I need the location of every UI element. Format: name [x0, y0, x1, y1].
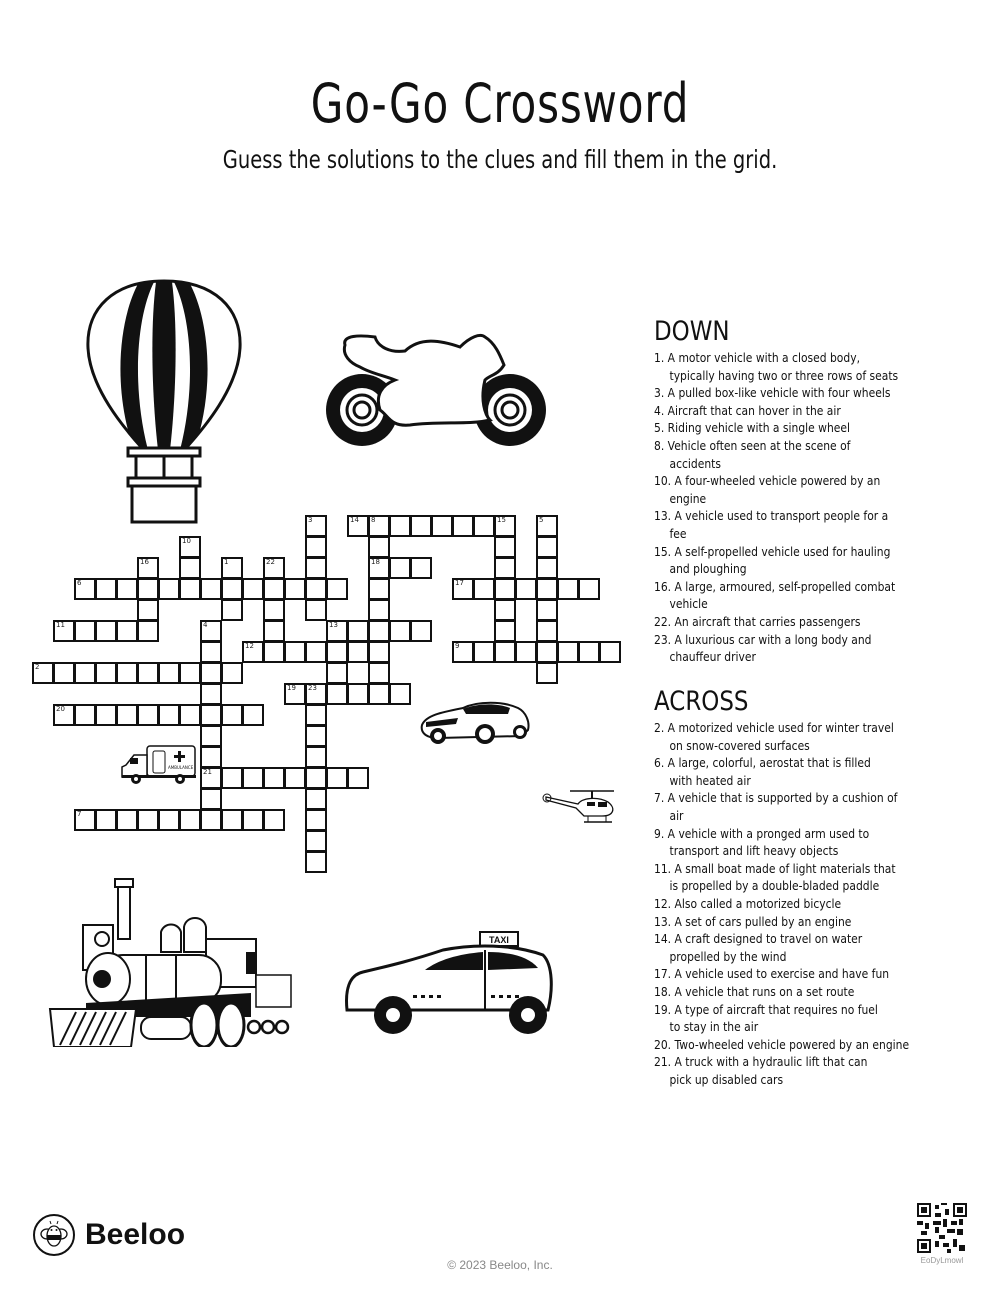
qr-code-icon[interactable]: [917, 1203, 967, 1253]
grid-cell[interactable]: [389, 683, 411, 705]
grid-cell[interactable]: [263, 557, 285, 579]
clue-number: 8: [371, 516, 376, 524]
grid-cell[interactable]: [200, 746, 222, 768]
grid-cell[interactable]: [305, 788, 327, 810]
grid-cell[interactable]: [305, 704, 327, 726]
grid-cell[interactable]: [326, 662, 348, 684]
grid-cell[interactable]: [32, 662, 54, 684]
grid-cell[interactable]: [200, 578, 222, 600]
grid-cell[interactable]: [326, 767, 348, 789]
grid-cell[interactable]: [263, 578, 285, 600]
brand-name: Beeloo: [85, 1218, 186, 1251]
grid-cell[interactable]: [305, 515, 327, 537]
grid-cell[interactable]: [536, 599, 558, 621]
grid-cell[interactable]: [179, 578, 201, 600]
clue-number: 23: [308, 684, 317, 692]
grid-cell[interactable]: [368, 557, 390, 579]
grid-cell[interactable]: [536, 620, 558, 642]
clue-number: 11: [56, 621, 65, 629]
clue-number: 19: [287, 684, 296, 692]
grid-cell[interactable]: [221, 809, 243, 831]
grid-cell[interactable]: [326, 578, 348, 600]
grid-cell[interactable]: [200, 788, 222, 810]
grid-cell[interactable]: [536, 578, 558, 600]
page-subtitle: Guess the solutions to the clues and fill them in the grid.: [222, 145, 778, 174]
grid-cell[interactable]: [116, 704, 138, 726]
grid-cell[interactable]: [494, 515, 516, 537]
grid-cell[interactable]: [137, 578, 159, 600]
grid-cell[interactable]: [473, 641, 495, 663]
ambulance-icon: [120, 745, 198, 785]
grid-cell[interactable]: [179, 809, 201, 831]
clue-item: 10. A four-wheeled vehicle powered by an engine: [654, 473, 881, 506]
grid-cell[interactable]: [305, 830, 327, 852]
grid-cell[interactable]: [116, 578, 138, 600]
grid-cell[interactable]: [389, 620, 411, 642]
clue-item: 22. An aircraft that carries passengers: [654, 613, 861, 629]
grid-cell[interactable]: [221, 704, 243, 726]
grid-cell[interactable]: [221, 662, 243, 684]
grid-cell[interactable]: [53, 662, 75, 684]
grid-cell[interactable]: [263, 641, 285, 663]
grid-cell[interactable]: [347, 767, 369, 789]
clue-item: 3. A pulled box-like vehicle with four wheels: [654, 385, 891, 401]
grid-cell[interactable]: [536, 641, 558, 663]
grid-cell[interactable]: [53, 704, 75, 726]
grid-cell[interactable]: [116, 809, 138, 831]
grid-cell[interactable]: [200, 809, 222, 831]
page-title: Go-Go Crossword: [310, 72, 690, 135]
grid-cell[interactable]: [242, 767, 264, 789]
clue-number: 12: [245, 642, 254, 650]
grid-cell[interactable]: [95, 620, 117, 642]
grid-cell[interactable]: [53, 620, 75, 642]
grid-cell[interactable]: [410, 515, 432, 537]
clue-number: 10: [182, 537, 191, 545]
beeloo-logo[interactable]: [33, 1214, 185, 1256]
grid-cell[interactable]: [137, 557, 159, 579]
clue-number: 20: [56, 705, 65, 713]
grid-cell[interactable]: [494, 578, 516, 600]
clue-item: 15. A self-propelled vehicle used for hauling and ploughing: [654, 543, 891, 577]
grid-cell[interactable]: [305, 536, 327, 558]
clue-item: 16. A large, armoured, self-propelled combat vehicle: [654, 578, 896, 612]
clue-item: 19. A type of aircraft that requires no fuel to stay in the air: [654, 1001, 878, 1035]
clue-item: 17. A vehicle used to exercise and have fun: [654, 966, 890, 982]
grid-cell[interactable]: [452, 578, 474, 600]
clue-item: 23. A luxurious car with a long body and chauffeur driver: [654, 631, 872, 665]
grid-cell[interactable]: [347, 515, 369, 537]
grid-cell[interactable]: [347, 683, 369, 705]
grid-cell[interactable]: [74, 704, 96, 726]
grid-cell[interactable]: [368, 515, 390, 537]
clue-item: 9. A vehicle with a pronged arm used to transport and lift heavy objects: [654, 825, 870, 859]
grid-cell[interactable]: [557, 578, 579, 600]
grid-cell[interactable]: [305, 746, 327, 768]
grid-cell[interactable]: [137, 620, 159, 642]
grid-cell[interactable]: [158, 809, 180, 831]
grid-cell[interactable]: [515, 578, 537, 600]
grid-cell[interactable]: [305, 809, 327, 831]
grid-cell[interactable]: [494, 620, 516, 642]
clue-item: 13. A set of cars pulled by an engine: [654, 913, 852, 929]
grid-cell[interactable]: [347, 641, 369, 663]
grid-cell[interactable]: [284, 767, 306, 789]
qr-code-text: EoDyLmowl: [920, 1256, 964, 1265]
grid-cell[interactable]: [95, 704, 117, 726]
grid-cell[interactable]: [536, 515, 558, 537]
clue-item: 13. A vehicle used to transport people for a fee: [654, 508, 889, 541]
grid-cell[interactable]: [95, 809, 117, 831]
steam-locomotive-icon: [46, 877, 296, 1047]
grid-cell[interactable]: [431, 515, 453, 537]
grid-cell[interactable]: [599, 641, 621, 663]
grid-cell[interactable]: [116, 620, 138, 642]
grid-cell[interactable]: [137, 599, 159, 621]
grid-cell[interactable]: [515, 641, 537, 663]
grid-cell[interactable]: [536, 662, 558, 684]
clue-number: 14: [350, 516, 359, 524]
grid-cell[interactable]: [305, 578, 327, 600]
grid-cell[interactable]: [494, 536, 516, 558]
motorcycle-icon: [320, 325, 550, 450]
grid-cell[interactable]: [74, 578, 96, 600]
grid-cell[interactable]: [200, 725, 222, 747]
clue-item: 4. Aircraft that can hover in the air: [654, 402, 841, 418]
grid-cell[interactable]: [368, 620, 390, 642]
grid-cell[interactable]: [368, 578, 390, 600]
grid-cell[interactable]: [494, 599, 516, 621]
taxi-icon: [343, 930, 553, 1035]
svg-text:AMBULANCE: AMBULANCE: [168, 765, 194, 770]
grid-cell[interactable]: [347, 620, 369, 642]
grid-cell[interactable]: [368, 599, 390, 621]
grid-cell[interactable]: [158, 704, 180, 726]
grid-cell[interactable]: [536, 536, 558, 558]
clue-item: 12. Also called a motorized bicycle: [654, 895, 842, 911]
grid-cell[interactable]: [242, 704, 264, 726]
clue-item: 1. A motor vehicle with a closed body, typically having two or three rows of seats: [654, 350, 899, 383]
grid-cell[interactable]: [158, 578, 180, 600]
grid-cell[interactable]: [200, 683, 222, 705]
grid-cell[interactable]: [242, 809, 264, 831]
grid-cell[interactable]: [137, 662, 159, 684]
grid-cell[interactable]: [179, 557, 201, 579]
grid-cell[interactable]: [536, 557, 558, 579]
clue-item: 18. A vehicle that runs on a set route: [654, 983, 855, 999]
down-clue-list: [654, 349, 984, 666]
clue-number: 21: [203, 768, 212, 776]
grid-cell[interactable]: [221, 578, 243, 600]
bee-icon: [33, 1214, 75, 1256]
clue-number: 16: [140, 558, 149, 566]
grid-cell[interactable]: [242, 578, 264, 600]
grid-cell[interactable]: [368, 662, 390, 684]
grid-cell[interactable]: [179, 536, 201, 558]
clue-number: 6: [77, 579, 82, 587]
clue-number: 2: [35, 663, 40, 671]
grid-cell[interactable]: [200, 620, 222, 642]
grid-cell[interactable]: [284, 641, 306, 663]
grid-cell[interactable]: [494, 557, 516, 579]
grid-cell[interactable]: [305, 851, 327, 873]
grid-cell[interactable]: [326, 683, 348, 705]
clue-item: 5. Riding vehicle with a single wheel: [654, 420, 850, 436]
clue-item: 8. Vehicle often seen at the scene of accidents: [654, 437, 851, 471]
sports-car-icon: [418, 700, 533, 748]
grid-cell[interactable]: [221, 767, 243, 789]
grid-cell[interactable]: [200, 767, 222, 789]
clue-number: 22: [266, 558, 275, 566]
grid-cell[interactable]: [305, 599, 327, 621]
clue-item: 21. A truck with a hydraulic lift that can pick up disabled cars: [654, 1054, 868, 1087]
grid-cell[interactable]: [368, 683, 390, 705]
clue-number: 9: [455, 642, 460, 650]
helicopter-icon: [542, 788, 617, 828]
clue-item: 2. A motorized vehicle used for winter travel on snow-covered surfaces: [654, 720, 894, 753]
grid-cell[interactable]: [389, 557, 411, 579]
grid-cell[interactable]: [158, 662, 180, 684]
grid-cell[interactable]: [74, 620, 96, 642]
grid-cell[interactable]: [305, 725, 327, 747]
down-heading: DOWN: [654, 316, 730, 347]
grid-cell[interactable]: [95, 578, 117, 600]
grid-cell[interactable]: [137, 809, 159, 831]
clue-number: 4: [203, 621, 208, 629]
grid-cell[interactable]: [284, 578, 306, 600]
clue-item: 6. A large, colorful, aerostat that is filled with heated air: [654, 755, 871, 788]
grid-cell[interactable]: [263, 809, 285, 831]
clue-number: 13: [329, 621, 338, 629]
grid-cell[interactable]: [368, 536, 390, 558]
grid-cell[interactable]: [200, 704, 222, 726]
grid-cell[interactable]: [305, 767, 327, 789]
svg-text:TAXI: TAXI: [489, 935, 509, 945]
down-clues: [654, 316, 984, 666]
grid-cell[interactable]: [410, 620, 432, 642]
grid-cell[interactable]: [452, 641, 474, 663]
grid-cell[interactable]: [263, 599, 285, 621]
grid-cell[interactable]: [473, 578, 495, 600]
grid-cell[interactable]: [578, 578, 600, 600]
clue-item: 7. A vehicle that is supported by a cushion of air: [654, 790, 898, 823]
grid-cell[interactable]: [221, 557, 243, 579]
grid-cell[interactable]: [494, 641, 516, 663]
grid-cell[interactable]: [200, 641, 222, 663]
grid-cell[interactable]: [74, 662, 96, 684]
grid-cell[interactable]: [179, 704, 201, 726]
clue-number: 5: [539, 516, 544, 524]
grid-cell[interactable]: [263, 620, 285, 642]
clue-item: 20. Two-wheeled vehicle powered by an engine: [654, 1036, 910, 1052]
grid-cell[interactable]: [473, 515, 495, 537]
grid-cell[interactable]: [221, 599, 243, 621]
grid-cell[interactable]: [305, 641, 327, 663]
grid-cell[interactable]: [305, 557, 327, 579]
clue-number: 3: [308, 516, 313, 524]
grid-cell[interactable]: [137, 704, 159, 726]
grid-cell[interactable]: [557, 641, 579, 663]
grid-cell[interactable]: [74, 809, 96, 831]
grid-cell[interactable]: [410, 557, 432, 579]
clue-number: 15: [497, 516, 506, 524]
grid-cell[interactable]: [452, 515, 474, 537]
copyright: © 2023 Beeloo, Inc.: [447, 1258, 553, 1272]
clue-number: 7: [77, 810, 82, 818]
grid-cell[interactable]: [368, 641, 390, 663]
grid-cell[interactable]: [326, 641, 348, 663]
across-clue-list: [654, 719, 984, 1088]
grid-cell[interactable]: [200, 662, 222, 684]
grid-cell[interactable]: [305, 683, 327, 705]
grid-cell[interactable]: [95, 662, 117, 684]
across-clues: [654, 686, 984, 1088]
across-heading: ACROSS: [654, 686, 749, 717]
grid-cell[interactable]: [326, 620, 348, 642]
clue-item: 11. A small boat made of light materials that is propelled by a double-bladed paddle: [654, 860, 896, 894]
grid-cell[interactable]: [116, 662, 138, 684]
grid-cell[interactable]: [284, 683, 306, 705]
hot-air-balloon-icon: [84, 278, 244, 526]
grid-cell[interactable]: [242, 641, 264, 663]
grid-cell[interactable]: [389, 515, 411, 537]
grid-cell[interactable]: [179, 662, 201, 684]
grid-cell[interactable]: [263, 767, 285, 789]
clue-number: 1: [224, 558, 229, 566]
grid-cell[interactable]: [578, 641, 600, 663]
clue-number: 18: [371, 558, 380, 566]
clue-item: 14. A craft designed to travel on water propelled by the wind: [654, 931, 863, 964]
clue-number: 17: [455, 579, 464, 587]
